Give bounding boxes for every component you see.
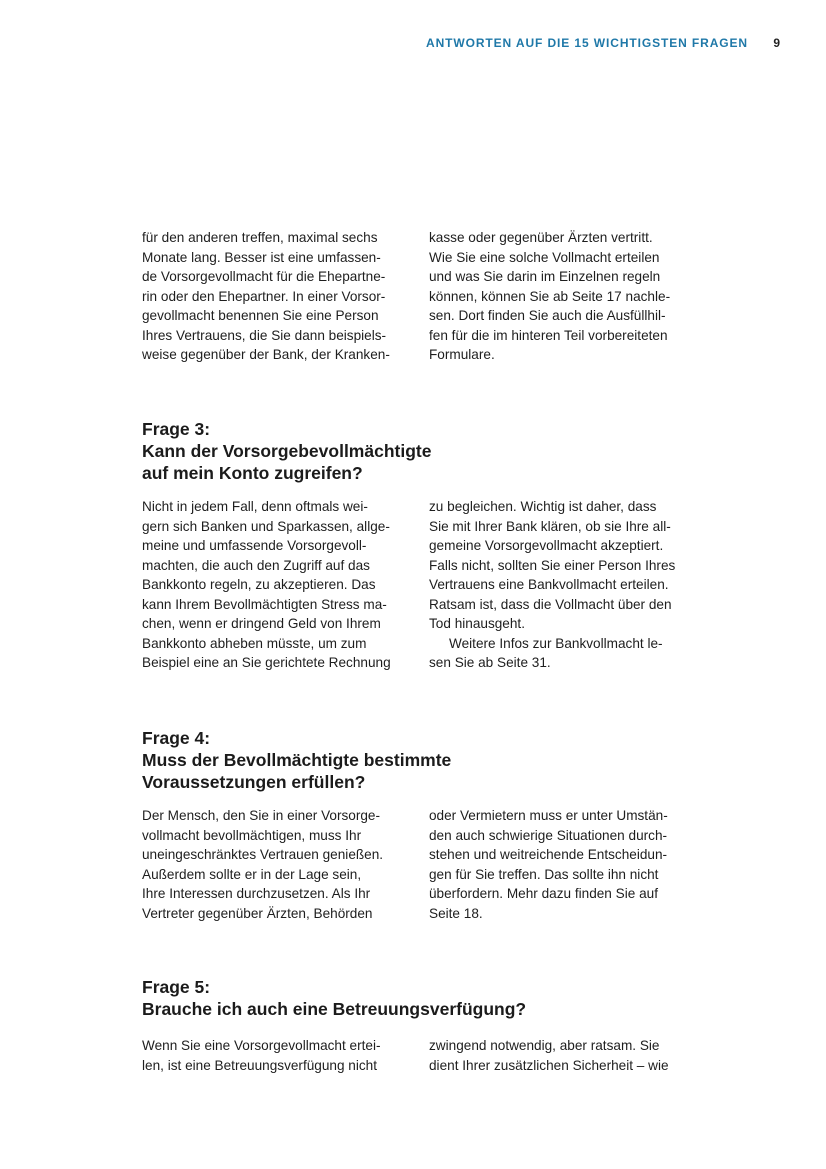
text-line: vollmacht bevollmächtigen, muss Ihr — [142, 827, 362, 843]
question-3-label: Frage 3: — [142, 419, 211, 439]
text-line: gemeine Vorsorgevollmacht akzeptiert. — [429, 538, 664, 553]
text-line: kann Ihrem Bevollmächtigten Stress ma- — [142, 596, 387, 612]
text-line: oder Vermietern muss er unter Umstän- — [429, 808, 668, 823]
text-line: Vertrauens eine Bankvollmacht erteilen. — [429, 577, 669, 592]
question-3-right-column — [429, 497, 693, 673]
text-line: stehen und weitreichende Entscheidun- — [429, 847, 668, 862]
text-line: gen für Sie treffen. Das sollte ihn nicht — [429, 866, 659, 882]
text-line: Ihre Interessen durchzusetzen. Als Ihr — [142, 886, 371, 901]
text-line: Seite 18. — [429, 905, 483, 921]
text-line: sen Sie ab Seite 31. — [429, 655, 551, 670]
text-line: Ratsam ist, dass die Vollmacht über den — [429, 596, 672, 612]
text-line: de Vorsorgevollmacht für die Ehepartne- — [142, 269, 386, 284]
text-line: machten, die auch den Zugriff auf das — [142, 557, 370, 573]
text-line: Beispiel eine an Sie gerichtete Rechnung — [142, 655, 391, 670]
running-head-title: ANTWORTEN AUF DIE 15 WICHTIGSTEN FRAGEN — [426, 36, 748, 50]
text-line: Vertreter gegenüber Ärzten, Behörden — [142, 905, 373, 921]
question-3-heading — [142, 418, 702, 484]
question-5-title-line: Brauche ich auch eine Betreuungsverfügung? — [142, 999, 527, 1019]
question-5-right-column — [429, 1036, 693, 1075]
text-line: rin oder den Ehepartner. In einer Vorsor- — [142, 288, 386, 304]
text-line: weise gegenüber der Bank, der Kranken- — [142, 347, 390, 362]
text-line: Weitere Infos zur Bankvollmacht le- — [449, 635, 663, 651]
question-3-left-column — [142, 497, 406, 673]
text-line: chen, wenn er dringend Geld von Ihrem — [142, 616, 381, 631]
question-4-label: Frage 4: — [142, 728, 211, 748]
text-line: gern sich Banken und Sparkassen, allge- — [142, 518, 390, 534]
text-line: gevollmacht benennen Sie eine Person — [142, 308, 379, 323]
text-line: Der Mensch, den Sie in einer Vorsorge- — [142, 808, 381, 823]
question-4-right-column — [429, 806, 693, 923]
text-line: Tod hinausgeht. — [429, 616, 525, 631]
question-4-title-line: Voraussetzungen erfüllen? — [142, 772, 366, 792]
question-5-heading — [142, 976, 702, 1020]
question-4-left-column — [142, 806, 406, 923]
text-line: und was Sie darin im Einzelnen regeln — [429, 269, 661, 284]
question-3-title-line: auf mein Konto zugreifen? — [142, 463, 363, 483]
running-head — [0, 36, 780, 52]
question-5-label: Frage 5: — [142, 977, 211, 997]
text-line: für den anderen treffen, maximal sechs — [142, 230, 378, 245]
text-line: Wie Sie eine solche Vollmacht erteilen — [429, 249, 660, 265]
text-line: können, können Sie ab Seite 17 nachle- — [429, 288, 671, 304]
text-line: sen. Dort finden Sie auch die Ausfüllhil- — [429, 308, 666, 323]
text-line: Bankkonto abheben müsste, um zum — [142, 635, 367, 651]
text-line: Sie mit Ihrer Bank klären, ob sie Ihre all- — [429, 518, 671, 534]
page-number: 9 — [773, 36, 780, 50]
question-4-title-line: Muss der Bevollmächtigte bestimmte — [142, 750, 452, 770]
question-3-title-line: Kann der Vorsorgebevollmächtigte — [142, 441, 432, 461]
intro-right-column — [429, 228, 693, 365]
question-4-heading — [142, 727, 702, 793]
text-line: Außerdem sollte er in der Lage sein, — [142, 866, 362, 882]
text-line: Monate lang. Besser ist eine umfassen- — [142, 249, 381, 265]
text-line: zwingend notwendig, aber ratsam. Sie — [429, 1038, 660, 1053]
text-line: kasse oder gegenüber Ärzten vertritt. — [429, 230, 653, 245]
text-line: Wenn Sie eine Vorsorgevollmacht ertei- — [142, 1038, 381, 1053]
text-line: zu begleichen. Wichtig ist daher, dass — [429, 499, 657, 514]
intro-left-column — [142, 228, 406, 365]
text-line: fen für die im hinteren Teil vorbereiteten — [429, 327, 668, 343]
text-line: Nicht in jedem Fall, denn oftmals wei- — [142, 499, 368, 514]
text-line: Bankkonto regeln, zu akzeptieren. Das — [142, 577, 376, 592]
text-line: dient Ihrer zusätzlichen Sicherheit – wie — [429, 1057, 669, 1073]
text-line: Ihres Vertrauens, die Sie dann beispiels- — [142, 327, 387, 343]
text-line: den auch schwierige Situationen durch- — [429, 827, 668, 843]
text-line: meine und umfassende Vorsorgevoll- — [142, 538, 367, 553]
text-line: Formulare. — [429, 347, 495, 362]
text-line: len, ist eine Betreuungsverfügung nicht — [142, 1057, 378, 1073]
question-5-left-column — [142, 1036, 406, 1075]
text-line: überfordern. Mehr dazu finden Sie auf — [429, 886, 658, 901]
text-line: uneingeschränktes Vertrauen genießen. — [142, 847, 384, 862]
text-line: Falls nicht, sollten Sie einer Person Ihres — [429, 557, 676, 573]
